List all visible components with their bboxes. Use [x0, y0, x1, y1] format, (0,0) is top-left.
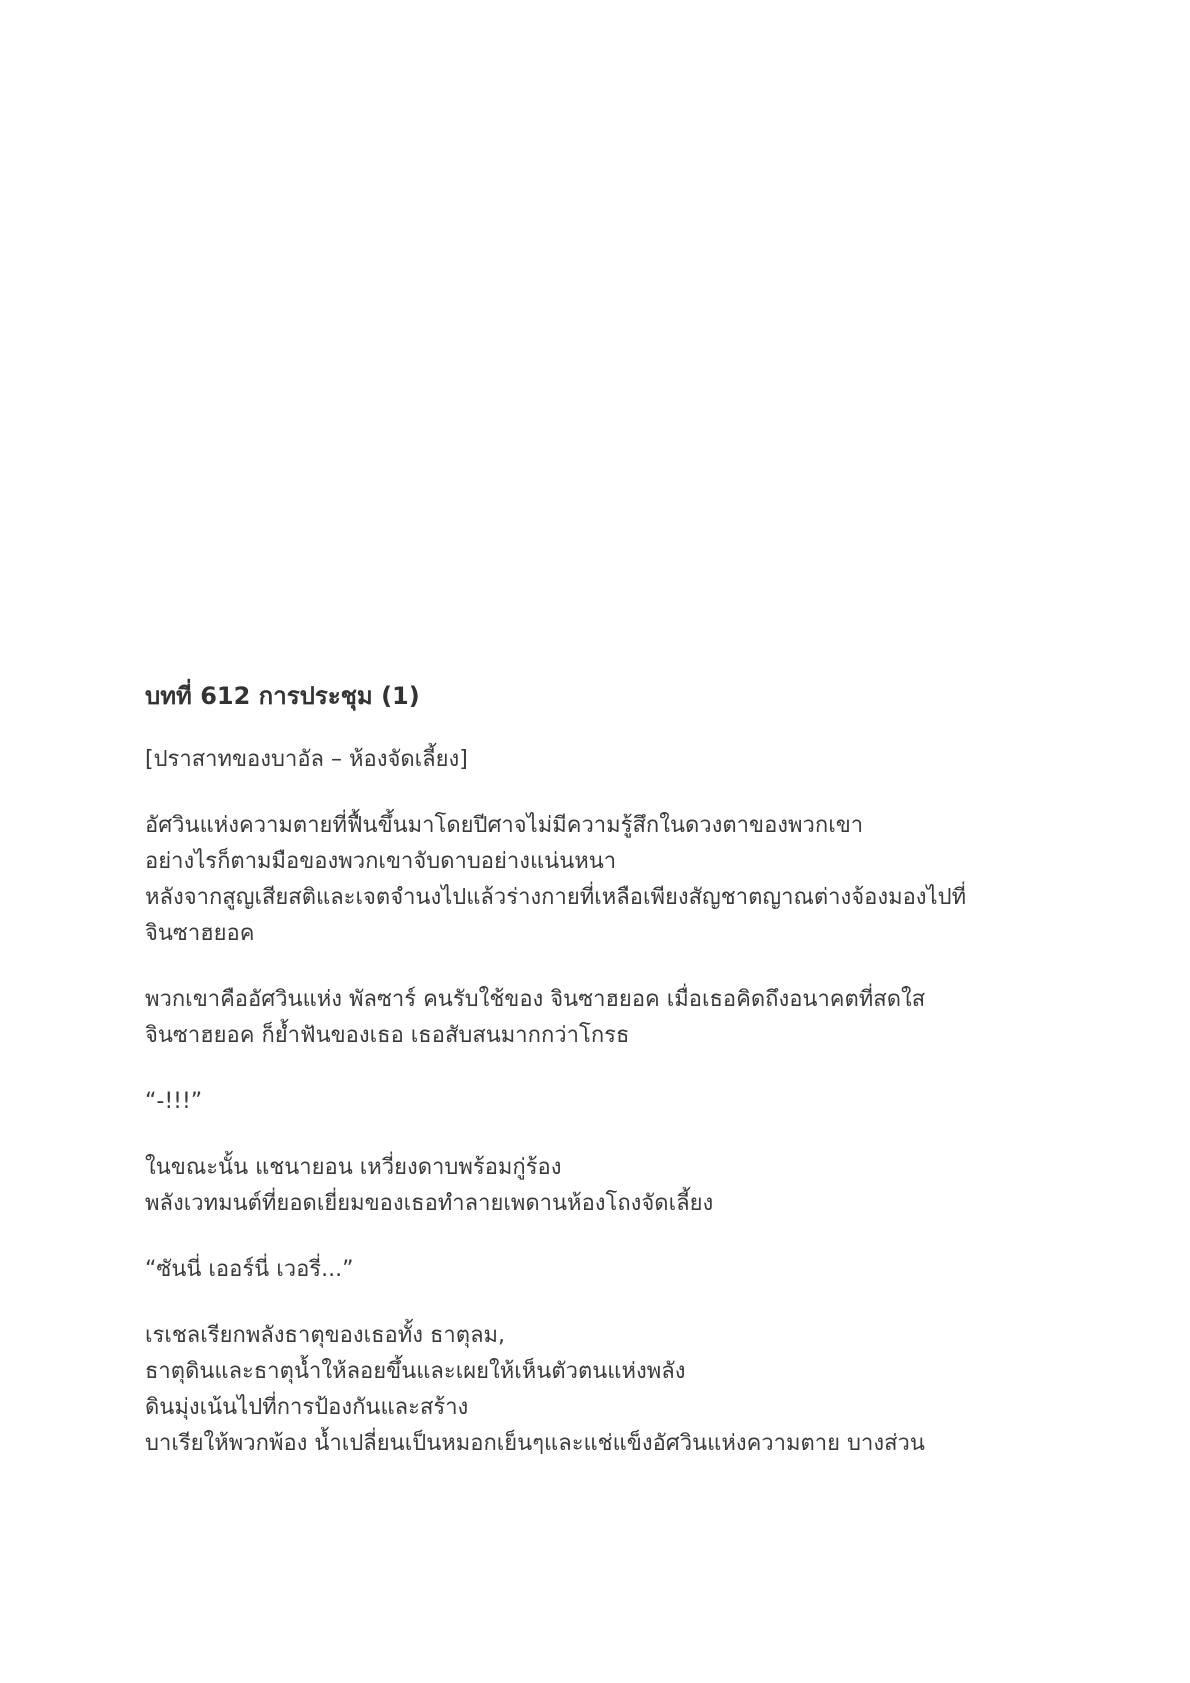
text-line: อัศวินแห่งความตายที่ฟื้นขึ้นมาโดยปีศาจไม่มีความรู้สึกในดวงตาของพวกเขา [145, 813, 864, 838]
paragraph [145, 808, 1075, 952]
text-line: จินซาฮยอค ก็ย้ำฟันของเธอ เธอสับสนมากกว่าโกรธ [145, 1023, 630, 1048]
text-line: บาเรียให้พวกพ้อง น้ำเปลี่ยนเป็นหมอกเย็นๆและแช่แข็งอัศวินแห่งความตาย บางส่วน [145, 1431, 925, 1456]
chapter-title: บทที่ 612 การประชุม (1) [145, 682, 420, 710]
text-line: ดินมุ่งเน้นไปที่การป้องกันและสร้าง [145, 1395, 469, 1420]
paragraph [145, 1318, 1075, 1462]
text-line: “ซันนี่ เออร์นี่ เวอรี่...” [145, 1257, 354, 1282]
text-line: พวกเขาคืออัศวินแห่ง พัลซาร์ คนรับใช้ของ จินซาฮยอค เมื่อเธอคิดถึงอนาคตที่สดใส [145, 987, 926, 1012]
text-line: [ปราสาทของบาอัล – ห้องจัดเลี้ยง] [145, 747, 468, 772]
text-line: “-!!!” [145, 1089, 203, 1114]
text-line: หลังจากสูญเสียสติและเจตจำนงไปแล้วร่างกายที่เหลือเพียงสัญชาตญาณต่างจ้องมองไปที่ [145, 885, 967, 910]
paragraph [145, 1150, 1075, 1222]
text-line: ในขณะนั้น แชนายอน เหวี่ยงดาบพร้อมกู่ร้อง [145, 1155, 562, 1180]
text-line: จินซาฮยอค [145, 921, 255, 946]
text-line: พลังเวทมนต์ที่ยอดเยี่ยมของเธอทำลายเพดานห้องโถงจัดเลี้ยง [145, 1191, 714, 1216]
paragraph [145, 982, 1075, 1054]
paragraph-location [145, 742, 1075, 778]
document-page [145, 680, 1075, 1492]
paragraph-dialogue [145, 1252, 1075, 1288]
text-line: เรเชลเรียกพลังธาตุของเธอทั้ง ธาตุลม, [145, 1323, 506, 1348]
paragraph-dialogue [145, 1084, 1075, 1120]
text-line: อย่างไรก็ตามมือของพวกเขาจับดาบอย่างแน่นหนา [145, 849, 617, 874]
text-line: ธาตุดินและธาตุน้ำให้ลอยขึ้นและเผยให้เห็นตัวตนแห่งพลัง [145, 1359, 686, 1384]
